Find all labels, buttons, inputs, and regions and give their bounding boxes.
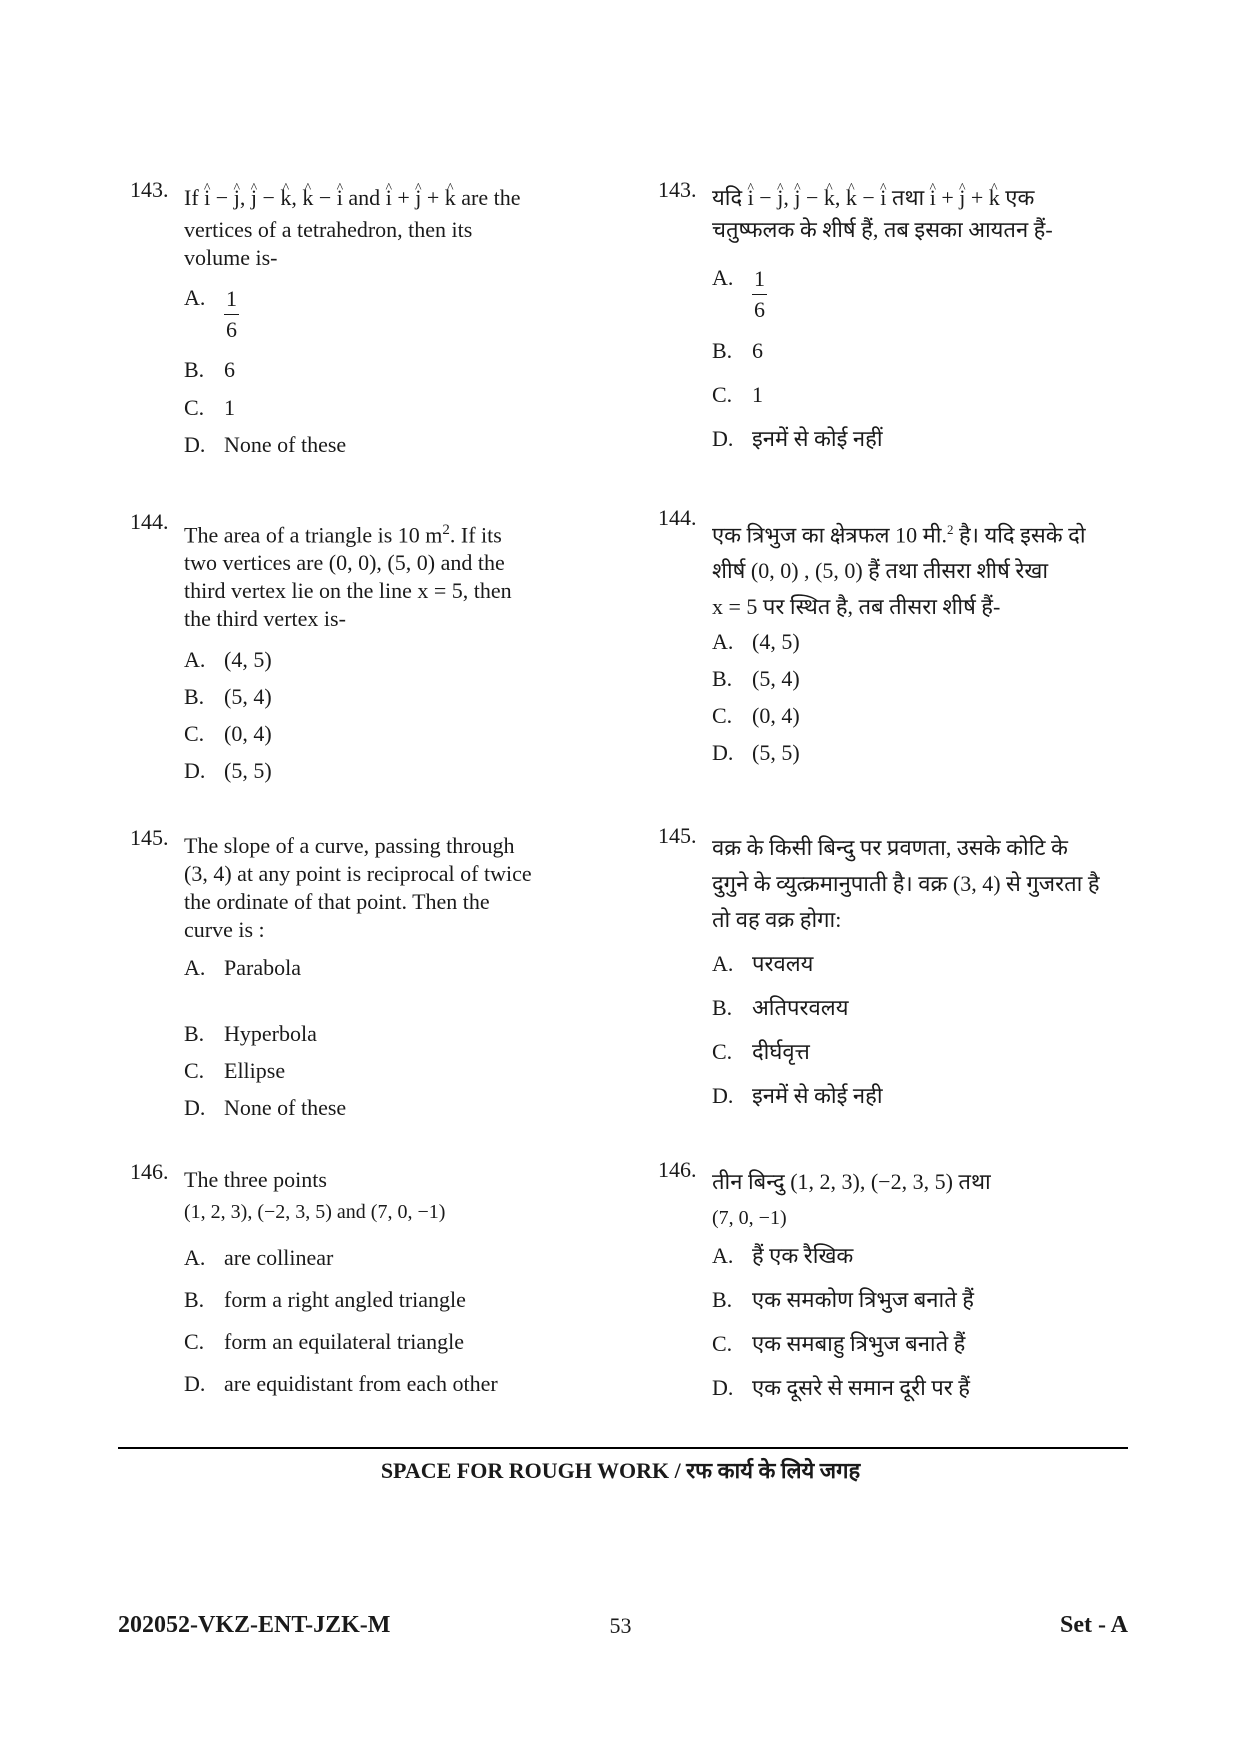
option-b[interactable]: B. एक समकोण त्रिभुज बनाते हैं — [712, 1287, 974, 1312]
stem-line-1: The three points — [184, 1167, 327, 1192]
question-number: 144. — [130, 509, 169, 534]
option-d[interactable]: D. इनमें से कोई नही — [712, 1083, 883, 1108]
stem-line-1: The area of a triangle is 10 $m^2$. If its — [184, 522, 502, 548]
question-number: 145. — [130, 825, 169, 850]
option-c[interactable]: C. (0, 4) — [712, 703, 800, 728]
option-b[interactable]: B. 6 — [712, 338, 763, 363]
fraction: $\frac{1}{6}$ — [226, 286, 237, 342]
stem-line-2: (3, 4) at any point is reciprocal of twice — [184, 861, 532, 886]
section-divider — [118, 1447, 1128, 1449]
stem-line-2: चतुष्फलक के शीर्ष हैं, तब इसका आयतन हैं- — [712, 217, 1053, 242]
question-stem — [712, 1164, 991, 1236]
footer-code: 202052-VKZ-ENT-JZK-M — [118, 1612, 391, 1638]
option-d[interactable]: D. None of these — [184, 1095, 347, 1120]
stem-line-4: the third vertex is- — [184, 606, 346, 632]
option-c[interactable]: C. एक समबाहु त्रिभुज बनाते हैं — [712, 1331, 966, 1356]
stem-line-3: तो वह वक्र होगा: — [712, 907, 842, 932]
option-c[interactable]: C. form an equilateral triangle — [184, 1329, 465, 1354]
stem-line-2: (7, 0, −1) — [712, 1207, 787, 1229]
stem-line-3: x = 5 पर स्थित है, तब तीसरा शीर्ष हैं- — [712, 594, 1001, 620]
question-143-en — [130, 177, 630, 474]
question-144-en — [130, 509, 630, 796]
option-b[interactable]: B. form a right angled triangle — [184, 1287, 466, 1312]
option-d[interactable]: D. एक दूसरे से समान दूरी पर हैं — [712, 1375, 970, 1400]
question-number: 143. — [130, 177, 169, 202]
option-b[interactable]: B. Hyperbola — [184, 1021, 317, 1046]
question-stem — [712, 184, 1053, 244]
option-d[interactable]: D. (5, 5) — [184, 758, 272, 783]
question-number: 145. — [658, 823, 697, 848]
question-number: 144. — [658, 505, 697, 530]
stem-line-3: volume is- — [184, 245, 278, 270]
option-c[interactable]: C. 1 — [184, 395, 235, 420]
stem-line-2: vertices of a tetrahedron, then its — [184, 217, 473, 242]
fraction: $\frac{1}{6}$ — [754, 266, 765, 322]
option-b[interactable]: B. (5, 4) — [712, 666, 800, 691]
question-number: 143. — [658, 177, 697, 202]
question-145-en — [130, 825, 650, 1132]
question-146-hi — [658, 1157, 1138, 1414]
option-c[interactable]: C. Ellipse — [184, 1058, 286, 1083]
question-143-hi — [658, 177, 1138, 454]
question-stem — [184, 832, 532, 944]
stem-line-1: तीन बिन्दु (1, 2, 3), (−2, 3, 5) तथा — [712, 1169, 991, 1194]
stem-line-3: the ordinate of that point. Then the — [184, 889, 490, 914]
option-a[interactable]: A. are collinear — [184, 1245, 334, 1270]
option-a[interactable]: A. (4, 5) — [184, 647, 272, 672]
page-number: 53 — [609, 1613, 632, 1638]
stem-line-2: (1, 2, 3), (−2, 3, 5) and (7, 0, −1) — [184, 1201, 446, 1223]
question-stem — [712, 830, 1100, 938]
stem-line-1: यदि ^ i − ^ j, ^ j − ^ k, ^ k − ^ i तथा ^ i + ^ j + ^ k एक — [712, 184, 1053, 212]
stem-line-1: एक त्रिभुज का क्षेत्रफल 10 मी.$^2$ है। यदि इसके दो — [712, 522, 1086, 548]
stem-line-2: शीर्ष (0, 0) , (5, 0) हैं तथा तीसरा शीर्ष रेखा — [712, 558, 1049, 584]
stem-line-1: If ^ i − ^ j, ^ j − ^ k, ^ k − ^ i and ^ i + ^ j + ^ k are the — [184, 184, 521, 212]
question-145-hi — [658, 823, 1138, 1130]
option-d[interactable]: D. None of these — [184, 432, 347, 457]
stem-line-4: curve is : — [184, 917, 265, 942]
option-a[interactable]: A. Parabola — [184, 955, 301, 980]
question-stem — [712, 512, 1086, 625]
option-a[interactable]: A. हैं एक रैखिक — [712, 1243, 854, 1268]
question-stem — [184, 1166, 445, 1226]
stem-line-1: The slope of a curve, passing through — [184, 833, 515, 858]
question-stem — [184, 184, 521, 272]
option-b[interactable]: B. 6 — [184, 357, 235, 382]
option-a[interactable]: A. (4, 5) — [712, 629, 800, 654]
option-b[interactable]: B. अतिपरवलय — [712, 995, 849, 1020]
option-d[interactable]: D. are equidistant from each other — [184, 1371, 498, 1396]
option-a[interactable]: A. $\frac{1}{6}$ — [184, 284, 239, 345]
option-d[interactable]: D. (5, 5) — [712, 740, 800, 765]
option-c[interactable]: C. (0, 4) — [184, 721, 272, 746]
footer-set: Set - A — [1060, 1612, 1128, 1638]
question-144-hi — [658, 505, 1138, 782]
question-stem — [184, 516, 512, 633]
stem-line-1: वक्र के किसी बिन्दु पर प्रवणता, उसके कोटि के — [712, 835, 1068, 860]
question-146-en — [130, 1159, 650, 1406]
option-d[interactable]: D. इनमें से कोई नहीं — [712, 426, 883, 451]
stem-line-3: third vertex lie on the line x = 5, then — [184, 578, 512, 604]
stem-line-2: दुगुने के व्युत्क्रमानुपाती है। वक्र (3, 4) से गुजरता है — [712, 871, 1100, 896]
option-a[interactable]: A. $\frac{1}{6}$ — [712, 264, 767, 325]
question-number: 146. — [130, 1159, 169, 1184]
option-c[interactable]: C. 1 — [712, 382, 763, 407]
option-c[interactable]: C. दीर्घवृत्त — [712, 1039, 810, 1064]
option-b[interactable]: B. (5, 4) — [184, 684, 272, 709]
rough-work-heading: SPACE FOR ROUGH WORK / रफ कार्य के लिये जगह — [380, 1458, 861, 1483]
option-a[interactable]: A. परवलय — [712, 951, 814, 976]
stem-line-2: two vertices are (0, 0), (5, 0) and the — [184, 550, 505, 576]
question-number: 146. — [658, 1157, 697, 1182]
